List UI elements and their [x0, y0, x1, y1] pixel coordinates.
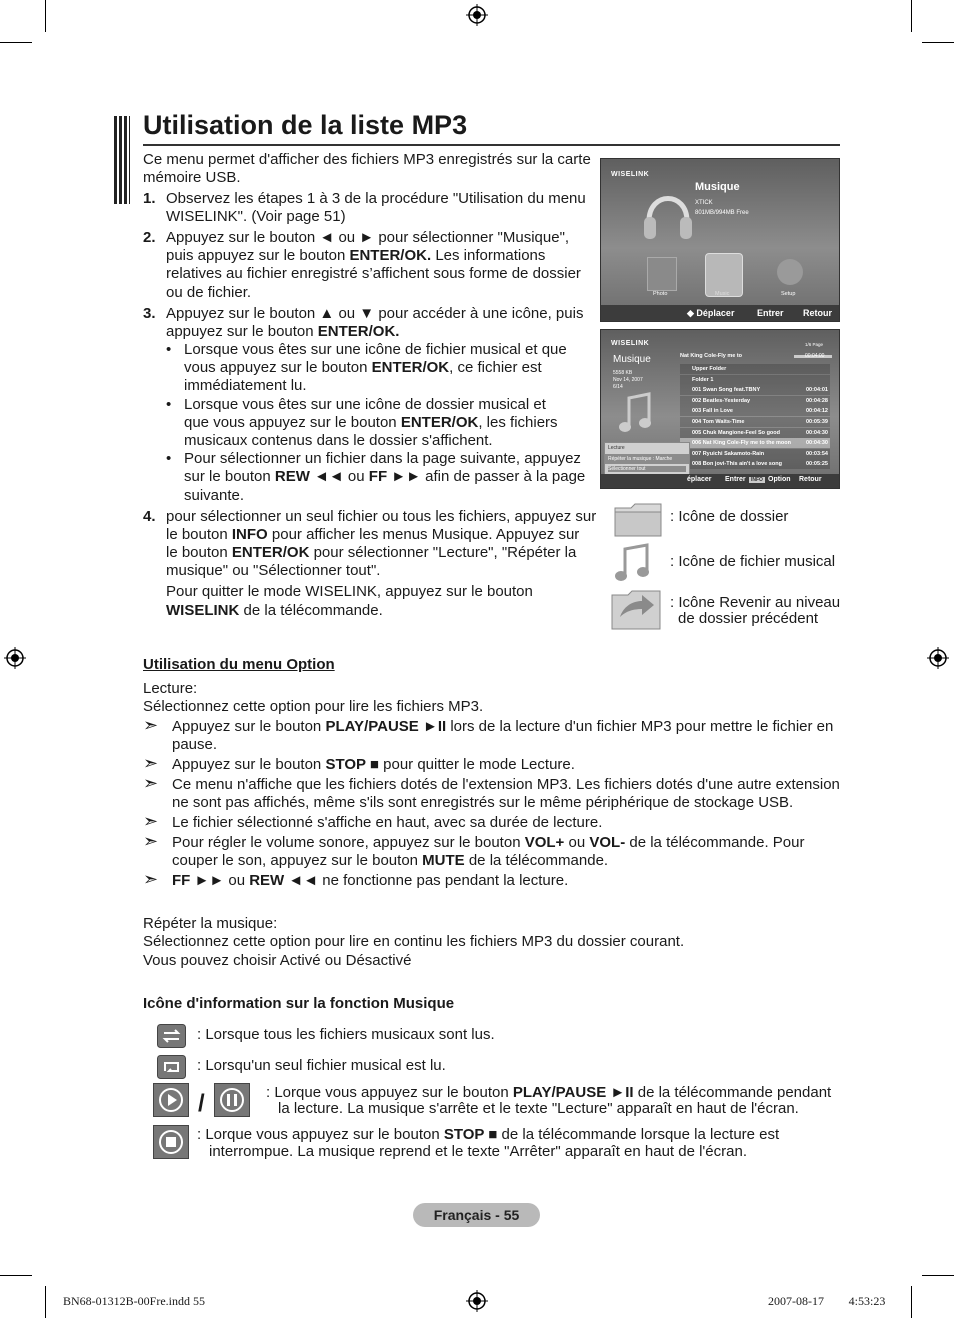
- step-text: Observez les étapes 1 à 3 de la procédure "Utilisation du menu: [166, 190, 586, 207]
- bullet-text: Lorsque vous êtes sur une icône de fichier musical et que: [184, 341, 567, 358]
- info-text: : Lorsqu'un seul fichier musical est lu.: [197, 1057, 446, 1074]
- crop-mark: [911, 0, 912, 32]
- note-arrow-icon: ➣: [143, 831, 159, 851]
- side-meta: Nov 14, 2007: [613, 377, 643, 383]
- table-row[interactable]: [680, 364, 830, 374]
- table-row[interactable]: [680, 406, 830, 416]
- side-meta: 6/14: [613, 384, 623, 390]
- bullet-text: musicaux contenus dans le dossier s'affichent.: [184, 432, 493, 449]
- note-text: Pour régler le volume sonore, appuyez sur le bouton VOL+ ou VOL- de la télécommande. Pour: [172, 834, 805, 851]
- row-title: 008 Bon jovi-This ain't a love song: [692, 461, 782, 468]
- bullet-text: immédiatement lu.: [184, 377, 307, 394]
- step-text: Appuyez sur le bouton ◄ ou ► pour sélectionner "Musique",: [166, 229, 570, 246]
- step-text: pour sélectionner un seul fichier ou tous les fichiers, appuyez sur: [166, 508, 597, 525]
- table-row[interactable]: [680, 438, 830, 448]
- crop-mark: [911, 1286, 912, 1318]
- step-number: 1.: [143, 190, 156, 207]
- music-file-icon: [613, 543, 653, 583]
- option-hint: Option: [768, 476, 791, 483]
- note-text: FF ►► ou REW ◄◄ ne fonctionne pas pendant la lecture.: [172, 872, 569, 889]
- note-arrow-icon: ➣: [143, 753, 159, 773]
- pager[interactable]: 1/6 Page: [805, 342, 824, 347]
- note-arrow-icon: ➣: [143, 773, 159, 793]
- bullet-text: que vous appuyez sur le bouton ENTER/OK, les fichiers: [184, 414, 558, 431]
- step-text: Pour quitter le mode WISELINK, appuyez sur le bouton: [166, 583, 533, 600]
- setup-icon[interactable]: [777, 259, 803, 285]
- legend-folder: : Icône de dossier: [670, 508, 789, 525]
- row-title: 007 Ryuichi Sakamoto-Rain: [692, 450, 765, 457]
- row-duration: 00:04:30: [805, 440, 828, 447]
- section-heading: Icône d'information sur la fonction Musique: [143, 995, 455, 1012]
- bullet-text: Pour sélectionner un fichier dans la page suivante, appuyez: [184, 450, 581, 467]
- back-hint: Retour: [799, 476, 822, 483]
- row-title: 003 Fall in Love: [692, 408, 733, 415]
- menu-item-lecture[interactable]: Lecture: [608, 445, 625, 451]
- page-number: Français - 55: [413, 1203, 540, 1227]
- crop-mark: [922, 42, 954, 43]
- row-title: Folder 1: [692, 376, 714, 383]
- step-text: ou de fichier.: [166, 284, 252, 301]
- table-row[interactable]: [680, 459, 830, 469]
- menu-item-repeat[interactable]: Répéter la musique : Marche: [608, 456, 673, 462]
- note-text: Appuyez sur le bouton PLAY/PAUSE ►II lors de la lecture d'un fichier MP3 pour mettre le fichier en: [172, 718, 834, 735]
- slash: /: [198, 1090, 205, 1117]
- bullet: •: [166, 450, 172, 467]
- crop-mark: [0, 1275, 32, 1276]
- title-rule: [143, 144, 840, 146]
- bullet: •: [166, 396, 172, 413]
- note-arrow-icon: ➣: [143, 811, 159, 831]
- row-duration: 00:03:54: [805, 450, 828, 457]
- device-name: XTICK: [695, 200, 713, 206]
- now-time: 00:04:00: [805, 353, 825, 359]
- step-text: Appuyez sur le bouton ▲ ou ▼ pour accéder à une icône, puis: [166, 305, 584, 322]
- table-row[interactable]: [680, 449, 830, 459]
- crop-mark: [0, 42, 32, 43]
- back-hint: Retour: [803, 308, 832, 318]
- note-text: ne sont pas affichés, même s'ils sont enregistrés sur le même périphérique de stockage USB.: [172, 794, 794, 811]
- step-text: le bouton ENTER/OK pour sélectionner "Lecture", "Répéter la: [166, 544, 577, 561]
- table-row[interactable]: [680, 428, 830, 438]
- note-text: Appuyez sur le bouton STOP ■ pour quitter le mode Lecture.: [172, 756, 575, 773]
- move-hint: éplacer: [687, 476, 712, 483]
- legend-upper-folder: : Icône Revenir au niveau: [670, 594, 841, 611]
- headphones-icon: [641, 181, 695, 247]
- info-text: : Lorque vous appuyez sur le bouton STOP ■ de la télécommande lorsque la lecture est: [197, 1126, 780, 1143]
- registration-mark-icon: [466, 4, 488, 26]
- step-text: relatives au fichier enregistré s’affichent sous forme de dossier: [166, 265, 581, 282]
- info-text: la lecture. La musique s'arrête et le texte "Lecture" apparaît en haut de l'écran.: [278, 1100, 799, 1117]
- title-accent-bar: [114, 116, 130, 204]
- step-text: appuyez sur le bouton ENTER/OK.: [166, 323, 400, 340]
- row-title: 002 Beatles-Yesterday: [692, 397, 751, 404]
- legend-music: : Icône de fichier musical: [670, 553, 836, 570]
- row-duration: 00:04:30: [805, 429, 828, 436]
- upper-folder-icon: [610, 587, 664, 631]
- info-text: : Lorque vous appuyez sur le bouton PLAY/PAUSE ►II de la télécommande pendant: [266, 1084, 832, 1101]
- step-text: WISELINK". (Voir page 51): [166, 208, 346, 225]
- row-title: 006 Nat King Cole-Fly me to the moon: [692, 440, 792, 447]
- enter-hint: Entrer: [757, 308, 784, 318]
- bullet-text: vous appuyez sur le bouton ENTER/OK, ce fichier est: [184, 359, 542, 376]
- section-heading: Utilisation du menu Option: [143, 656, 335, 673]
- photo-icon[interactable]: [647, 257, 677, 291]
- registration-mark-icon: [466, 1290, 488, 1312]
- icon-label: Music: [715, 291, 730, 297]
- note-text: Ce menu n'affiche que les fichiers dotés de l'extension MP3. Les fichiers dotés d'une autre extension: [172, 776, 840, 793]
- step-number: 2.: [143, 229, 156, 246]
- step-text: musique" ou "Sélectionner tout".: [166, 562, 381, 579]
- page-title: Utilisation de la liste MP3: [143, 110, 468, 140]
- table-row[interactable]: [680, 417, 830, 427]
- icon-label: Setup: [781, 291, 796, 297]
- pause-icon: [214, 1083, 250, 1117]
- music-note-icon: [619, 392, 655, 436]
- table-row[interactable]: [680, 385, 830, 395]
- step-text: le bouton INFO pour afficher les menus Musique. Appuyez sur: [166, 526, 580, 543]
- repeat-label: Répéter la musique:: [143, 915, 278, 932]
- screen-title: Musique: [695, 181, 740, 193]
- music-list-screenshot: [600, 329, 840, 489]
- row-duration: 00:04:28: [805, 397, 828, 404]
- bullet: •: [166, 341, 172, 358]
- file-meta: BN68-01312B-00Fre.indd 55: [63, 1294, 205, 1308]
- bullet-text: sur le bouton REW ◄◄ ou FF ►► afin de passer à la page: [184, 468, 586, 485]
- free-space: 801MB/994MB Free: [695, 210, 749, 216]
- intro-line: Ce menu permet d'afficher des fichiers MP3 enregistrés sur la carte: [143, 151, 591, 168]
- folder-icon: [613, 502, 663, 538]
- play-icon: [153, 1083, 189, 1117]
- row-duration: 00:04:01: [805, 387, 828, 394]
- side-title: Musique: [613, 354, 651, 365]
- row-title: Upper Folder: [692, 366, 727, 372]
- repeat-one-icon: [157, 1055, 186, 1079]
- wiselink-logo: WISELINK: [611, 340, 650, 347]
- row-duration: 00:05:39: [805, 419, 828, 425]
- repeat-desc: Sélectionnez cette option pour lire en continu les fichiers MP3 du dossier courant.: [143, 933, 685, 950]
- info-text: : Lorsque tous les fichiers musicaux sont lus.: [197, 1026, 495, 1043]
- side-meta: 5558 KB: [613, 370, 633, 376]
- note-arrow-icon: ➣: [143, 715, 159, 735]
- note-text: pause.: [172, 736, 218, 753]
- info-key: INFO: [751, 477, 763, 483]
- row-duration: 00:05:25: [805, 461, 828, 468]
- row-duration: 00:04:12: [805, 408, 828, 415]
- step-text: WISELINK de la télécommande.: [166, 602, 383, 619]
- info-text: interrompue. La musique reprend et le texte "Arrêter" apparaît en haut de l'écran.: [209, 1143, 747, 1160]
- step-number: 3.: [143, 305, 156, 322]
- note-text: Le fichier sélectionné s'affiche en haut, avec sa durée de lecture.: [172, 814, 603, 831]
- bullet-text: suivante.: [184, 487, 245, 504]
- row-title: 005 Chuk Mangione-Feel So good: [692, 429, 781, 436]
- note-arrow-icon: ➣: [143, 869, 159, 889]
- wiselink-logo: WISELINK: [611, 171, 650, 178]
- registration-mark-icon: [4, 647, 26, 669]
- wiselink-music-screenshot: [600, 158, 840, 322]
- menu-item-select-all[interactable]: Sélectionner tout: [608, 466, 686, 472]
- step-text: puis appuyez sur le bouton ENTER/OK. Les informations: [166, 247, 546, 264]
- legend-upper-folder: de dossier précédent: [678, 610, 819, 627]
- date-meta: 2007-08-17 ￿￿ 4:53:23: [768, 1294, 886, 1308]
- now-playing: Nat King Cole-Fly me to: [680, 353, 743, 359]
- table-row[interactable]: [680, 396, 830, 406]
- row-title: 004 Tom Waits-Time: [692, 419, 745, 425]
- screen-footer: [601, 305, 839, 321]
- intro-line: mémoire USB.: [143, 169, 241, 186]
- step-number: 4.: [143, 508, 156, 525]
- lecture-desc: Sélectionnez cette option pour lire les fichiers MP3.: [143, 698, 484, 715]
- repeat-all-icon: [157, 1024, 186, 1048]
- crop-mark: [45, 1286, 46, 1318]
- crop-mark: [45, 0, 46, 32]
- enter-hint: Entrer: [725, 476, 746, 483]
- stop-icon: [153, 1125, 189, 1159]
- move-hint: ◆ Déplacer: [687, 308, 735, 318]
- table-row[interactable]: [680, 375, 830, 385]
- crop-mark: [922, 1275, 954, 1276]
- icon-label: Photo: [653, 291, 668, 297]
- bullet-text: Lorsque vous êtes sur une icône de dossier musical et: [184, 396, 546, 413]
- lecture-label: Lecture:: [143, 680, 198, 697]
- registration-mark-icon: [927, 647, 949, 669]
- screen-footer: [601, 474, 839, 488]
- row-title: 001 Swan Song feat.TBNY: [692, 387, 761, 394]
- note-text: couper le son, appuyez sur le bouton MUTE de la télécommande.: [172, 852, 609, 869]
- repeat-desc: Vous pouvez choisir Activé ou Désactivé: [143, 952, 412, 969]
